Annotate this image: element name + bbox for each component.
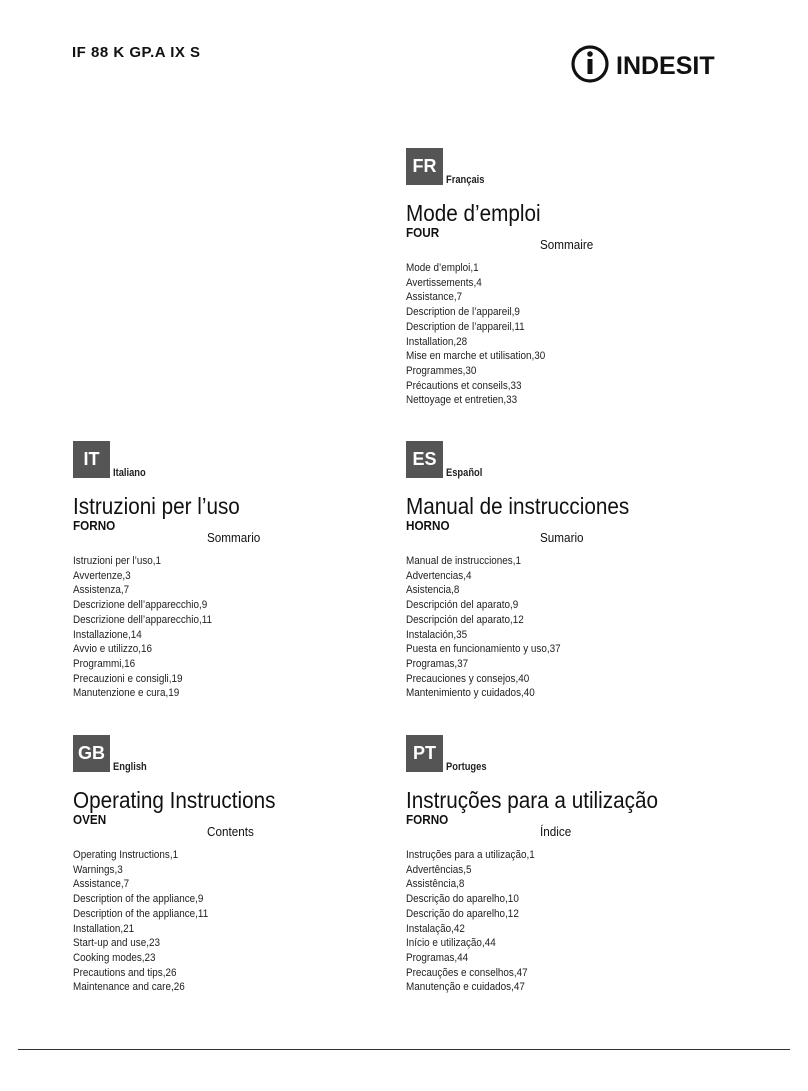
toc-item[interactable]: Mode d’emploi,1 — [406, 262, 479, 274]
toc-item[interactable]: Advertências,5 — [406, 863, 472, 876]
section-subtitle: FORNO — [406, 812, 449, 827]
toc-item[interactable]: Descrizione dell’apparecchio,9 — [73, 599, 208, 612]
language-badge: ES — [406, 441, 443, 478]
toc-item[interactable]: Descrição do aparelho,10 — [406, 893, 519, 906]
toc-item[interactable]: Description de l’appareil,11 — [406, 320, 525, 333]
language-name: Français — [446, 174, 485, 186]
section-pt — [406, 735, 736, 994]
toc-item[interactable]: Programas,44 — [406, 951, 469, 964]
language-name: Portuges — [446, 761, 487, 773]
table-of-contents — [73, 554, 228, 701]
contents-label: Índice — [540, 824, 572, 839]
toc-item[interactable]: Mise en marche et utilisation,30 — [406, 350, 546, 363]
toc-item[interactable]: Avvertenze,3 — [73, 569, 131, 582]
toc-item[interactable]: Manutenção e cuidados,47 — [406, 981, 525, 994]
toc-item[interactable]: Maintenance and care,26 — [73, 981, 185, 994]
section-title: Istruzioni per l’uso — [73, 493, 240, 519]
section-title: Operating Instructions — [73, 787, 276, 813]
language-name: Italiano — [113, 467, 146, 479]
toc-item[interactable]: Installation,28 — [406, 335, 468, 348]
contents-label: Sommaire — [540, 237, 594, 252]
toc-item[interactable]: Warnings,3 — [73, 863, 123, 876]
toc-item[interactable]: Instruções para a utilização,1 — [406, 849, 535, 861]
toc-item[interactable]: Programas,37 — [406, 657, 469, 670]
toc-item[interactable]: Assistance,7 — [73, 878, 130, 891]
contents-label: Sommario — [207, 530, 261, 545]
toc-item[interactable]: Programmi,16 — [73, 657, 136, 670]
toc-item[interactable]: Operating Instructions,1 — [73, 849, 179, 861]
toc-item[interactable]: Avvio e utilizzo,16 — [73, 643, 153, 656]
section-title: Mode d’emploi — [406, 200, 541, 226]
section-title: Instruções para a utilização — [406, 787, 658, 813]
section-es — [406, 441, 736, 700]
toc-item[interactable]: Description of the appliance,9 — [73, 893, 204, 906]
toc-item[interactable]: Description de l’appareil,9 — [406, 306, 520, 319]
toc-item[interactable]: Avertissements,4 — [406, 276, 482, 289]
language-name: Español — [446, 467, 483, 479]
toc-item[interactable]: Assistência,8 — [406, 878, 465, 891]
model-number: IF 88 K GP.A IX S — [72, 44, 201, 61]
toc-item[interactable]: Asistencia,8 — [406, 584, 460, 597]
toc-item[interactable]: Descripción del aparato,12 — [406, 613, 524, 626]
brand-name: INDESIT — [616, 52, 715, 80]
toc-item[interactable]: Start-up and use,23 — [73, 937, 160, 950]
section-subtitle: FOUR — [406, 225, 440, 240]
section-it — [73, 441, 403, 700]
toc-item[interactable]: Instalación,35 — [406, 628, 468, 641]
toc-item[interactable]: Description of the appliance,11 — [73, 907, 209, 920]
language-badge: PT — [406, 735, 443, 772]
section-fr — [406, 148, 736, 407]
toc-item[interactable]: Programmes,30 — [406, 364, 477, 377]
table-of-contents — [406, 261, 561, 408]
section-subtitle: HORNO — [406, 518, 450, 533]
toc-item[interactable]: Istruzioni per l’uso,1 — [73, 555, 162, 567]
language-name: English — [113, 761, 147, 773]
toc-item[interactable]: Installation,21 — [73, 922, 135, 935]
toc-item[interactable]: Precauciones y consejos,40 — [406, 672, 530, 685]
toc-item[interactable]: Manual de instrucciones,1 — [406, 555, 522, 567]
indesit-logo — [571, 44, 731, 84]
toc-item[interactable]: Início e utilização,44 — [406, 937, 496, 950]
toc-item[interactable]: Advertencias,4 — [406, 569, 472, 582]
table-of-contents — [73, 848, 223, 995]
section-subtitle: FORNO — [73, 518, 116, 533]
table-of-contents — [406, 554, 578, 701]
section-gb — [73, 735, 403, 994]
toc-item[interactable]: Installazione,14 — [73, 628, 142, 641]
language-badge: FR — [406, 148, 443, 185]
toc-item[interactable]: Assistenza,7 — [73, 584, 130, 597]
table-of-contents — [406, 848, 549, 995]
toc-item[interactable]: Descrizione dell’apparecchio,11 — [73, 613, 213, 626]
toc-item[interactable]: Descrição do aparelho,12 — [406, 907, 519, 920]
section-subtitle: OVEN — [73, 812, 107, 827]
toc-item[interactable]: Manutenzione e cura,19 — [73, 687, 180, 700]
toc-item[interactable]: Precauções e conselhos,47 — [406, 966, 528, 979]
toc-item[interactable]: Descripción del aparato,9 — [406, 599, 519, 612]
toc-item[interactable]: Assistance,7 — [406, 291, 463, 304]
toc-item[interactable]: Precautions and tips,26 — [73, 966, 177, 979]
toc-item[interactable]: Precauzioni e consigli,19 — [73, 672, 183, 685]
toc-item[interactable]: Cooking modes,23 — [73, 951, 156, 964]
toc-item[interactable]: Mantenimiento y cuidados,40 — [406, 687, 535, 700]
language-badge: IT — [73, 441, 110, 478]
toc-item[interactable]: Nettoyage et entretien,33 — [406, 394, 518, 407]
contents-label: Sumario — [540, 530, 584, 545]
contents-label: Contents — [207, 824, 254, 839]
toc-item[interactable]: Précautions et conseils,33 — [406, 379, 522, 392]
section-title: Manual de instrucciones — [406, 493, 630, 519]
footer-divider — [18, 1049, 790, 1050]
toc-item[interactable]: Puesta en funcionamiento y uso,37 — [406, 643, 561, 656]
language-badge: GB — [73, 735, 110, 772]
toc-item[interactable]: Instalação,42 — [406, 922, 465, 935]
